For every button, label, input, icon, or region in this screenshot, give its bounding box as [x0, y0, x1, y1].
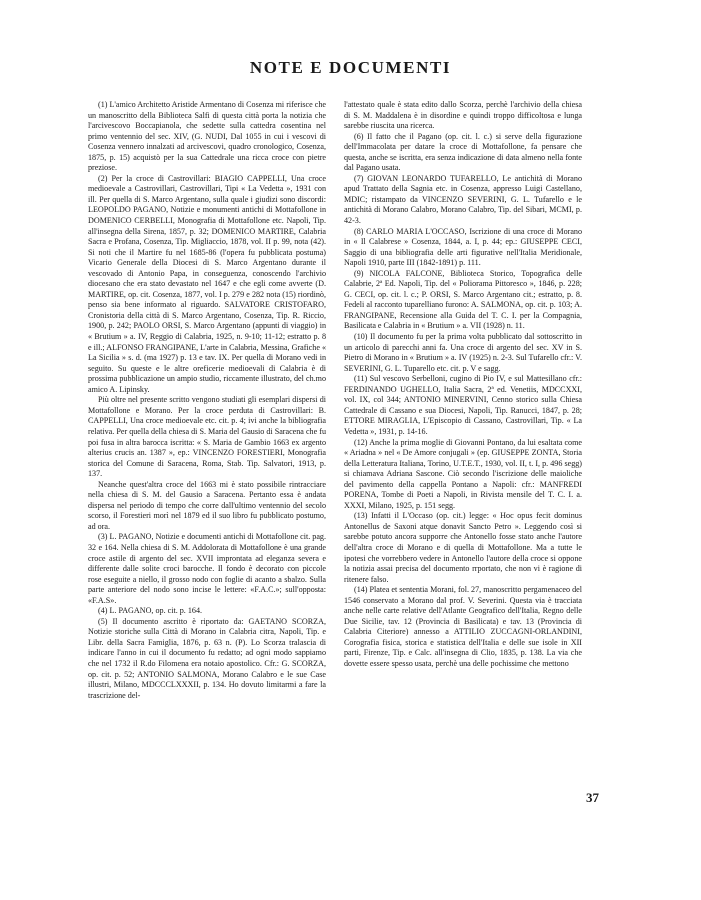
footnote-paragraph: Più oltre nel presente scritto vengono studiati gli esemplari dispersi di Mottafollone e Morano. Per la croce perduta di Castrovillari: B. CAPPELLI, Una croce medioevale etc. cit. p. 4; ivi anche la bibliografia relativa. Per quella della chiesa di S. Maria del Gausio di Saracena che fu poi fusa in altra barocca iscritta: « S. Maria de Gambio 1663 ex argento alterius crucis an. 1387 », ep.: VINCENZO FORESTIERI, Monografia storica del Comune di Saracena, Roma, Stab. Tip. Salvatori, 1913, p. 137. [88, 395, 326, 479]
footnote-paragraph: (11) Sul vescovo Serbelloni, cugino di Pio IV, e sul Mattesillano cfr.: FERDINANDO UGHELLO, Italia Sacra, 2ª ed. Venetiis, MDCCXXI, vol. IX, col 344; ANTONIO MINERVINI, Cenno storico sulla Chiesa Cattedrale di Cassano e sua Diocesi, Napoli, Tip. Ranucci, 1847, p. 28; ETTORE MIRAGLIA, L'Episcopio di Cassano, Castrovillari, Tip. « La Vedetta », 1931, p. 14-16. [344, 374, 582, 436]
footnote-paragraph: l'attestato quale è stata edito dallo Scorza, perchè l'archivio della chiesa di S. M. Maddalena è in disordine e quindi troppo difficoltosa e lunga sarebbe riuscita una ricerca. [344, 100, 582, 131]
footnote-paragraph: (12) Anche la prima moglie di Giovanni Pontano, da lui esaltata come « Ariadna » nel « De Amore conjugali » (ep. GIUSEPPE ZONTA, Storia della Letteratura Italiana, Torino, U.T.E.T., 1930, vol. II, t. I, p. 496 segg) si chiamava Adriana Sascone. Ciò secondo l'iscrizione delle maioliche del pavimento della cappella Pontano a Napoli: cfr.: MANFREDI PORENA, Tombe di Poeti a Napoli, in Rivista mensile del T. C. I. a. XXXI, Milano, 1925, p. 151 segg. [344, 437, 582, 510]
section-title: NOTE E DOCUMENTI [249, 58, 452, 77]
footnote-paragraph: Neanche quest'altra croce del 1663 mi è stato possibile rintracciare nella chiesa di S. M. del Gausio a Saracena. Pertanto essa è andata dispersa nel periodo di tempo che corre dall'ultimo ventennio del secolo scorso, il Forestieri morì nel 1879 ed il suo libro fu pubblicato postumo, ad ora. [88, 479, 326, 531]
footnote-paragraph: (4) L. PAGANO, op. cit. p. 164. [98, 606, 203, 616]
footnote-paragraph: (13) Infatti il L'Occaso (op. cit.) legge: « Hoc opus fecit dominus Antonellus de Saxoni atque donavit Sancto Petro ». Leggendo così si sarebbe potuto ancora supporre che Antonello fosse stato anche l'autore dell'altra croce di Morano e di quella di Mottafollone. Ma a tutte le ipotesi che vorrebbero vedere in Antonello l'autore della croce si oppone la notizia assai precisa del documento rrportato, che non vi è ragione di ritenere falso. [344, 511, 582, 584]
footnote-paragraph: (9) NICOLA FALCONE, Biblioteca Storico, Topografica delle Calabrie, 2ª Ed. Napoli, Tip. del « Poliorama Pittoresco », 1846, p. 228; G. CECI, op. cit. l. c.; P. ORSI, S. Marco Argentano cit.; estratto, p. 8. Fedeli al racconto tuparelliano furono: A. SALMONA, op. cit. p. 103; A. FRANGIPANE, Recensione alla Guida del T. C. I. per la Compagnia, Basilicata e Calabria in « Brutium » a. VII (1928) n. 11. [344, 268, 582, 331]
footnote-paragraph: (6) Il fatto che il Pagano (op. cit. l. c.) si serve della figurazione dell'Immacolata per datare la croce di Mottafollone, fa pensare che questa, anche se iscritta, era senza indicazione di data almeno nella fonte dal Pagano usata. [344, 131, 582, 173]
footnote-paragraph: (7) GIOVAN LEONARDO TUFARELLO, Le antichità di Morano apud Trattato della Sagnia etc. in Cosenza, appresso Luigi Castellano, MDIC; ristampato da VINCENZO SEVERINI, G. L. Tufarello e le antichità di Morano Calabro, Morano Calabro, Tip. del Sibari, MCMI, p. 42-3. [344, 173, 582, 226]
footnote-paragraph: (8) CARLO MARIA L'OCCASO, Iscrizione di una croce di Morano in « Il Calabrese » Cosenza, 1844, a. I, p. 44; ep.: GIUSEPPE CECI, Saggio di una bibliografia delle arti figurative nell'Italia Meridionale, Napoli 1910, parte III (1842-1891) p. 111. [344, 226, 582, 268]
footnotes-left-column [88, 100, 326, 701]
page-number: 37 [586, 790, 599, 805]
footnote-paragraph: (14) Platea et sententia Morani, fol. 27, manoscritto pergamenaceo del 1546 conservato a Morano dal prof. V. Severini. Questa via è tracciata anche nelle carte relative dell'Atlante Geografico dell'Italia, Regno delle Due Sicilie, tav. 12 (Provincia di Basilicata) e tav. 13 (Provincia di Calabria Citeriore) annesso a ATTILIO ZUCCAGNI-ORLANDINI, Corografia fisica, storica e statistica dell'Italia e delle sue isole in XII parti, Firenze, Tip. e Calc. all'insegna di Clio, 1835, p. 138. La via che dovette essere spesso usata, perchè una delle pochissime che mettono [344, 585, 582, 668]
footnote-paragraph: (3) L. PAGANO, Notizie e documenti antichi di Mottafollone cit. pag. 32 e 164. Nella chiesa di S. M. Addolorata di Mottafollone è una grande croce astile di argento del sec. XVII improntata ad eleganza severa e differente dalle solite croci barocche. Il fondo è decorato con piccole rose eseguite a niello, il grosso nodo con foglie di acanto a sbalzo. Sulla parte anteriore del nodo sono incise le lettere: «F.A.C.»; sull'opposta: «F.A.S». [88, 532, 326, 605]
footnotes-right-column [344, 100, 582, 670]
footnote-paragraph: (5) Il documento ascritto è riportato da: GAETANO SCORZA, Notizie storiche sulla Città di Morano in Calabria citra, Napoli, Tip. e Libr. della Sacra Famiglia, 1876, p. 63 n. (P). Lo Scorza tralascia di indicare l'anno in cui il documento fu redatto; ad ogni modo sappiamo che nel 1732 il R.do Filomena era notaio apostolico. Cfr.: G. SCORZA, op. cit. p. 52; ANTONIO SALMONA, Morano Calabro e le sue Case illustri, Milano, MDCCCLXXXII, p. 134. Ho dovuto limitarmi a fare la trascrizione del- [88, 616, 326, 700]
footnote-paragraph: (10) Il documento fu per la prima volta pubblicato dal sottoscritto in un articolo di parecchi anni fa. Una croce di argento del sec. XV in S. Pietro di Morano in « Brutium » a. IV (1925) n. 2-3. Sul Tufarello cfr.: V. SEVERINI, G. L. Tuparello etc. cit. p. V e sagg. [344, 332, 582, 373]
footnote-paragraph: (2) Per la croce di Castrovillari: BIAGIO CAPPELLI, Una croce medioevale a Castrovillari, Castrovillari, Tipi « La Vedetta », 1931 con ill. Per quella di S. Marco Argentano, sulla quale i giudizi sono discordi: LEOPOLDO PAGANO, Notizie e monumenti antichi di Mottafollone in DOMENICO CERBELLI, Monografia di Mottafollone etc. Napoli, Tip. all'insegna della Sirena, 1857, p. 32; DOMENICO MARTIRE, Calabria Sacra e Profana, Cosenza, Tip. Migliaccio, 1878, vol. II p. 99, nota (42). Si noti che il Martire fu nel 1685-86 (l'opera fu pubblicata postuma) Vicario Generale della Diocesi di S. Marco Argentano durante il vescovado di Antonio Papa, in conseguenza, conoscendo l'archivio diocesano che era stato devastato nel 1647 e che egli come avverte (D. MARTIRE, op. cit. Cosenza, 1877, vol. I p. 279 e 282 nota (15) riordinò, penso sia bene informato al riguardo. SALVATORE CRISTOFARO, Cronistoria della città di S. Marco Argentano, Cosenza, Tip. R. Riccio, 1900, p. 242; PAOLO ORSI, S. Marco Argentano (appunti di viaggio) in « Brutium » a. IV, Reggio di Calabria, 1925, n. 9-10; 11-12; estratto p. 8 e ill.; ALFONSO FRANGIPANE, L'arte in Calabria, Messina, Grafiche « La Sicilia » s. d. (ma 1927) p. 13 e tav. IX. Per quella di Morano vedi in seguito. Su queste e le altre oreficerie medioevali di Calabria è di prossima pubblicazione un ampio studio, riccamente illustrato, del ch.mo amico A. Lipinsky. [88, 173, 326, 394]
footnote-paragraph: (1) L'amico Architetto Aristide Armentano di Cosenza mi riferisce che un manoscritto della Biblioteca Salfi di questa città porta la notizia che l'arcivescovo Boccapianola, che sedette sulla cattedra cosentina nel primo ventennio del sec. XIV, (G. NUDI, Dal 1055 in cui i vescovi di Cosenza vennero innalzati ad arcivescovi, quadro cronologico, Cosenza, 1875, p. 15) acquistò per la sua Cattedrale una ricca croce con pietre preziose. [88, 100, 326, 173]
